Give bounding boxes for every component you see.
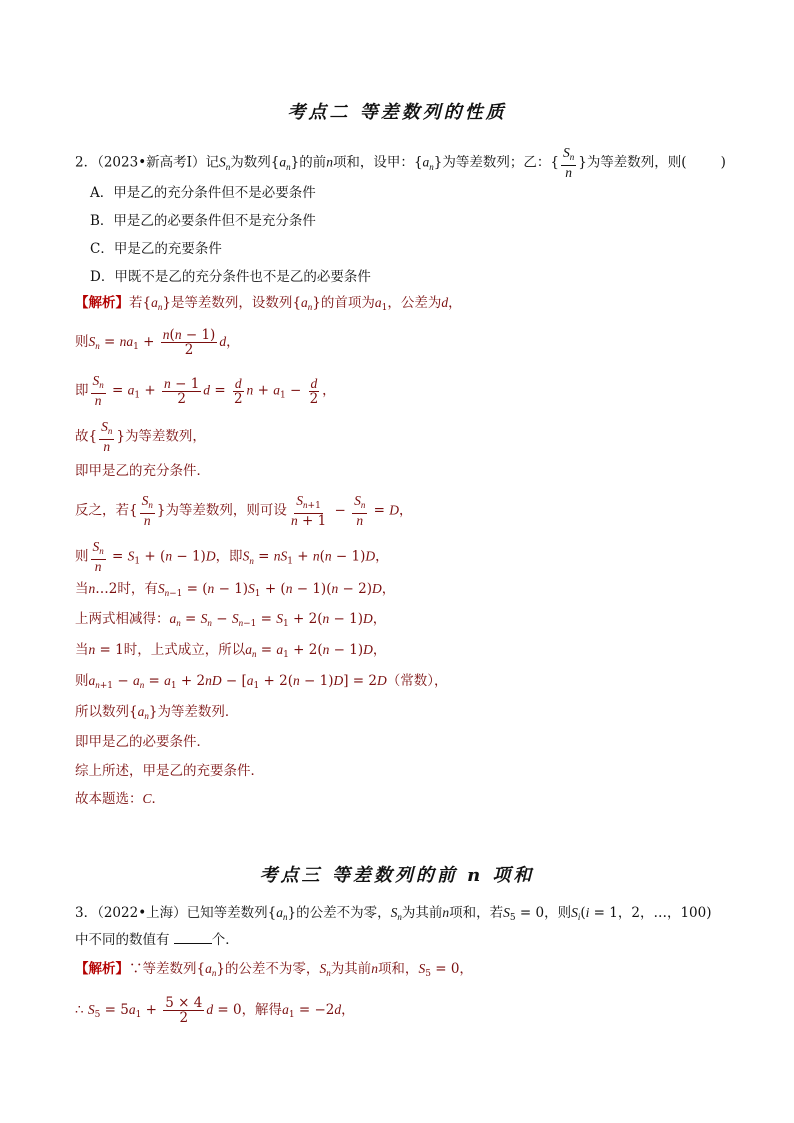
analysis2-line12: 所以数列$\{a_n\}$为等差数列． — [75, 704, 239, 721]
analysis2-line4: 故{ $\frac{S_n}{n}$ }为等差数列， — [75, 419, 206, 454]
analysis3-line1: 【解析】∵等差数列$\{a_n\}$的公差不为零，$S_n$为其前n项和，$S_5 = 0$， — [75, 961, 473, 979]
analysis2-line9: 上两式相减得：$a_n = S_n - S_{n-1} = S_1 + 2(n - 1)D$， — [75, 611, 387, 629]
section-title-3: 考点三 等差数列的前 n 项和 — [259, 865, 535, 886]
analysis2-line2: 则$S_n = na_1$ + $\frac{n(n - 1)}{2}$ d， — [75, 327, 240, 358]
analysis2-line14: 综上所述，甲是乙的充要条件． — [75, 763, 264, 779]
option-d: D．甲既不是乙的充分条件也不是乙的必要条件 — [90, 269, 371, 285]
option-b: B．甲是乙的必要条件但不是充分条件 — [90, 213, 316, 229]
analysis2-line1: 【解析】若$\{a_n\}$是等差数列，设数列$\{a_n\}$的首项为$a_1$，公差为d， — [75, 295, 462, 313]
answer-blank[interactable] — [174, 931, 212, 944]
q3-stem-line1: 3．（2022•上海）已知等差数列$\{a_n\}$的公差不为零，$S_n$为其前n项和，若$S_5 = 0$，则$S_i(i = 1$，2，…，100) — [75, 905, 712, 923]
analysis2-line13: 即甲是乙的必要条件． — [75, 734, 210, 750]
analysis3-line2: ∴ $S_5 = 5a_1$ + $\frac{5 \times 4}{2}$ d = 0，解得$a_1 = -2d$， — [75, 995, 355, 1026]
analysis2-line3: 即 $\frac{S_n}{n}$ = $a_1$ + $\frac{n - 1}{2}$ d = $\frac{d}{2}$ $n + a_1$ − $\frac{d}{2}$ ， — [75, 373, 336, 408]
analysis2-line7: 则 $\frac{S_n}{n}$ = $S_1 + (n - 1)D$，即$S_n = nS_1 + n(n - 1)D$， — [75, 539, 389, 574]
q3-stem-line2: 中不同的数值有 个． — [75, 932, 239, 948]
analysis2-line8: 当n…2时，有$S_{n-1} = (n - 1)S_1 + (n - 1)(n - 2)D$， — [75, 581, 396, 599]
analysis2-line11: 则$a_{n+1} - a_n = a_1 + 2nD - [a_1 + 2(n - 1)D] = 2D$（常数）， — [75, 673, 448, 691]
section-title-2: 考点二 等差数列的性质 — [287, 102, 507, 123]
analysis2-line6: 反之，若{ $\frac{S_n}{n}$ }为等差数列，则可设 $\frac{S_{n+1}}{n + 1}$ − $\frac{S_n}{n}$ = D， — [75, 493, 413, 529]
q2-stem: 2．（2023•新高考Ⅰ）记$S_n$为数列$\{a_n\}$的前n项和，设甲：$\{a_n\}$为等差数列；乙：{ $\frac{S_n}{n}$ }为等差数列，则( ) — [75, 145, 726, 180]
option-a: A．甲是乙的充分条件但不是必要条件 — [90, 185, 316, 201]
option-c: C．甲是乙的充要条件 — [90, 241, 222, 257]
analysis2-line15: 故本题选：C． — [75, 791, 166, 807]
analysis2-line10: 当n = 1时，上式成立，所以$a_n = a_1 + 2(n - 1)D$， — [75, 642, 387, 660]
analysis2-line5: 即甲是乙的充分条件． — [75, 463, 210, 479]
